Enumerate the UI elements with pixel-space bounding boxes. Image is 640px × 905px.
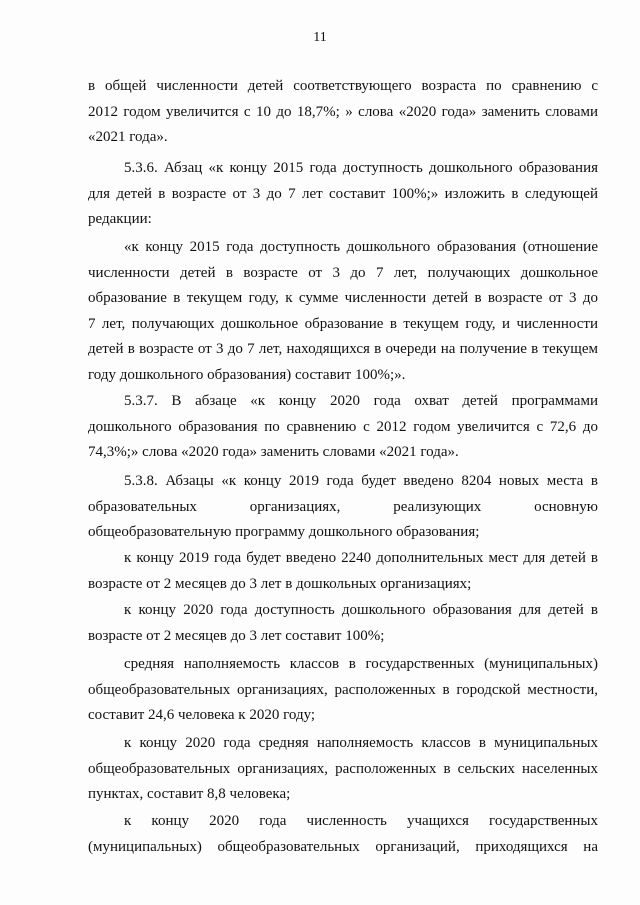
- text-line: возрасте от 2 месяцев до 3 лет составит 100%;: [88, 627, 385, 644]
- text-line: общеобразовательных организациях, расположенных в городской местности,: [88, 681, 598, 698]
- page-number: 11: [313, 30, 327, 45]
- paragraph: [88, 652, 598, 729]
- text-line: образование в текущем году, к сумме численности детей в возрасте от 3 до: [88, 290, 598, 306]
- paragraph: [88, 809, 598, 860]
- paragraph: [88, 598, 598, 649]
- text-line: дошкольного образования по сравнению с 2012 годом увеличится с 72,6 до: [88, 418, 598, 435]
- text-line: общеобразовательную программу дошкольного образования;: [88, 524, 480, 540]
- text-line: (муниципальных) общеобразовательных организаций, приходящихся на: [88, 838, 598, 855]
- text-line: составит 24,6 человека к 2020 году;: [88, 707, 316, 723]
- paragraph: [88, 156, 598, 233]
- text-line: пунктах, составит 8,8 человека;: [88, 786, 291, 802]
- text-line: «2021 года».: [88, 129, 168, 145]
- text-line: к концу 2020 года численность учащихся государственных: [124, 813, 598, 829]
- text-line: 5.3.6. Абзац «к концу 2015 года доступность дошкольного образования: [124, 160, 598, 176]
- text-line: к концу 2020 года доступность дошкольного образования для детей в: [124, 602, 598, 618]
- text-line: численности детей в возрасте от 3 до 7 лет, получающих дошкольное: [88, 264, 598, 281]
- text-line: в общей численности детей соответствующего возраста по сравнению с: [88, 78, 598, 94]
- text-line: 74,3%;» слова «2020 года» заменить словами «2021 года».: [88, 444, 459, 460]
- text-line: образовательных организациях, реализующих основную: [88, 498, 598, 515]
- text-line: редакции:: [88, 211, 152, 227]
- text-line: 5.3.8. Абзацы «к концу 2019 года будет введено 8204 новых места в: [124, 473, 598, 489]
- text-line: 5.3.7. В абзаце «к концу 2020 года охват детей программами: [124, 393, 598, 409]
- text-line: к концу 2019 года будет введено 2240 дополнительных мест для детей в: [124, 550, 598, 566]
- text-line: 2012 годом увеличится с 10 до 18,7%; » слова «2020 года» заменить словами: [88, 103, 598, 120]
- text-line: «к концу 2015 года доступность дошкольного образования (отношение: [124, 239, 598, 255]
- text-line: средняя наполняемость классов в государственных (муниципальных): [124, 656, 598, 672]
- text-line: детей в возрасте от 3 до 7 лет, находящихся в очереди на получение в текущем: [88, 341, 598, 357]
- paragraph: [88, 74, 598, 151]
- text-line: для детей в возрасте от 3 до 7 лет составит 100%;» изложить в следующей: [88, 185, 598, 202]
- text-line: возрасте от 2 месяцев до 3 лет в дошкольных организациях;: [88, 575, 472, 592]
- paragraph: [88, 546, 598, 597]
- paragraph: [88, 389, 598, 466]
- paragraph: [88, 235, 598, 388]
- text-line: году дошкольного образования) составит 100%;».: [88, 366, 406, 383]
- text-line: к концу 2020 года средняя наполняемость классов в муниципальных: [124, 735, 598, 751]
- paragraph: [88, 469, 598, 546]
- paragraph: [88, 731, 598, 808]
- text-line: 7 лет, получающих дошкольное образование в текущем году, и численности: [88, 315, 598, 332]
- text-line: общеобразовательных организациях, расположенных в сельских населенных: [88, 760, 598, 777]
